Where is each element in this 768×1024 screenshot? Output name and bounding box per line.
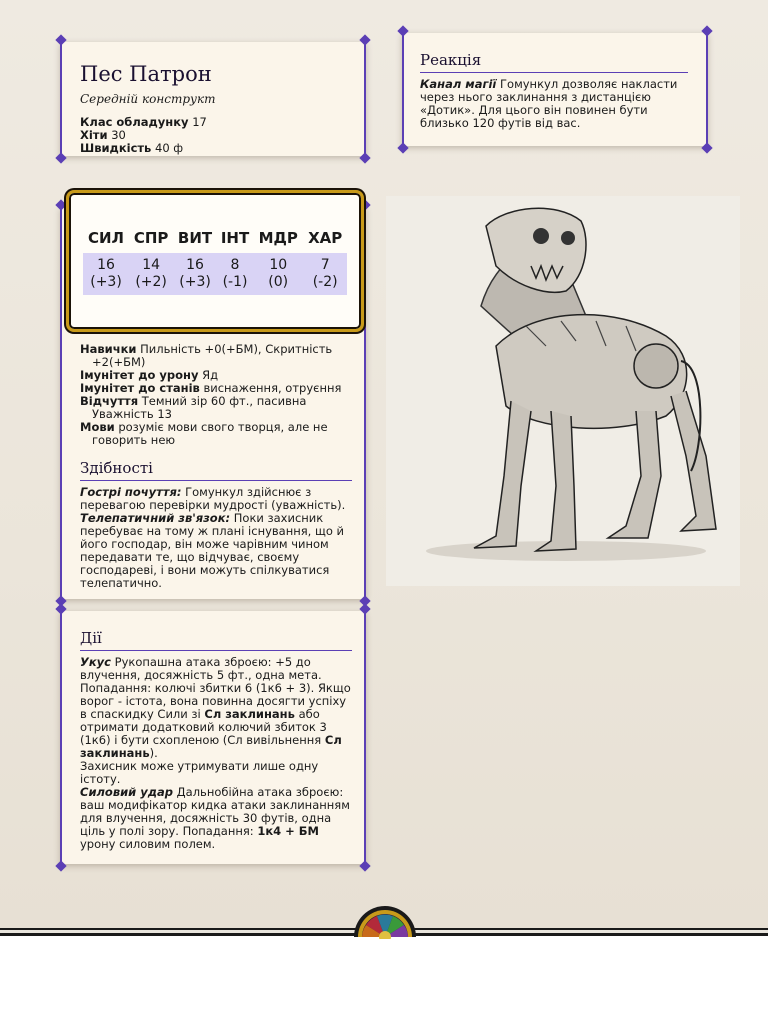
ability-scores-frame (66, 190, 364, 332)
block-border-left (60, 203, 62, 603)
action-force-strike: Силовий удар Дальнобійна атака зброєю: ваш модифікатор кидка атаки заклинанням для влучення, досяжність 30 футів, одна ціль у полі зору. Попадання: 1к4 + БМ урону силовим полем. (80, 785, 350, 851)
block-border-right (364, 203, 366, 603)
block-border-left (402, 29, 404, 150)
stat-value: 14 (+2) (129, 253, 173, 295)
reaction-block (402, 33, 708, 146)
reaction-channel-magic: Канал магії Гомункул дозволяє накласти через нього заклинання з дистанцією «Дотик». Для цього він повинен бути близько 120 футів від вас. (420, 77, 678, 130)
stat-value: 7 (-2) (303, 253, 347, 295)
actions-block (60, 611, 366, 864)
actions-heading: Дії (80, 629, 352, 651)
stat-value: 10 (0) (253, 253, 303, 295)
condition-immunities: Імунітет до станів виснаження, отруєння (80, 381, 342, 395)
stat-name: ВИТ (177, 229, 213, 247)
stat-name: ІНТ (220, 229, 250, 247)
ability-scores-table (83, 229, 347, 295)
ability-telepathic-bond: Телепатичний зв'язок: Поки захисник перебуває на тому ж плані існування, що й його господар, він може чарівним чином передавати те, що відчуває, своєму господареві, і вони можуть спілкуватися телепатично. (80, 511, 344, 590)
reaction-heading: Реакція (420, 51, 688, 73)
hit-points: Хіти 30 (80, 128, 126, 142)
dog-sketch-icon (386, 196, 740, 586)
monster-header-block (60, 42, 366, 156)
stat-value: 16 (+3) (83, 253, 129, 295)
languages: Мови розуміє мови свого творця, але не говорить нею (80, 420, 328, 447)
abilities-heading: Здібності (80, 459, 352, 481)
skills: Навички Пильність +0(+БМ), Скритність +2(+БМ) (80, 342, 333, 369)
block-border-left (60, 607, 62, 868)
senses: Відчуття Темний зір 60 фт., пасивна Уважність 13 (80, 394, 307, 421)
stained-glass-ornament-icon (352, 903, 418, 939)
monster-name: Пес Патрон (80, 62, 212, 86)
action-bite: Укус Рукопашна атака зброєю: +5 до влучення, досяжність 5 фт., одна мета. Попадання: колючі збитки 6 (1к6 + 3). Якщо ворог - істота, вона повинна досягти успіху в спаскидку Сили зі Сл заклинань або отримати додатковий колючий збиток 3 (1к6) і бути схопленою (Сл вивільнення Сл заклинань). (80, 655, 351, 760)
block-border-right (706, 29, 708, 150)
page-margin (0, 935, 768, 1024)
damage-immunities: Імунітет до урону Яд (80, 368, 219, 382)
stat-name: МДР (258, 229, 298, 247)
stat-value: 8 (-1) (217, 253, 253, 295)
action-guard-note: Захисник може утримувати лише одну істоту. (80, 759, 319, 786)
block-border-right (364, 607, 366, 868)
stat-name: СИЛ (88, 229, 125, 247)
block-border-right (364, 38, 366, 160)
armor-class: Клас обладунку 17 (80, 115, 207, 129)
ability-keen-senses: Гострі почуття: Гомункул здійснює з перевагою перевірки мудрості (уважність). (80, 485, 346, 512)
stat-name: ХАР (308, 229, 343, 247)
stat-name: СПР (133, 229, 169, 247)
mechanical-dog-illustration (386, 196, 740, 586)
block-border-left (60, 38, 62, 160)
monster-type: Середній конструкт (80, 92, 216, 106)
speed: Швидкість 40 ф (80, 141, 184, 155)
stat-value: 16 (+3) (173, 253, 217, 295)
